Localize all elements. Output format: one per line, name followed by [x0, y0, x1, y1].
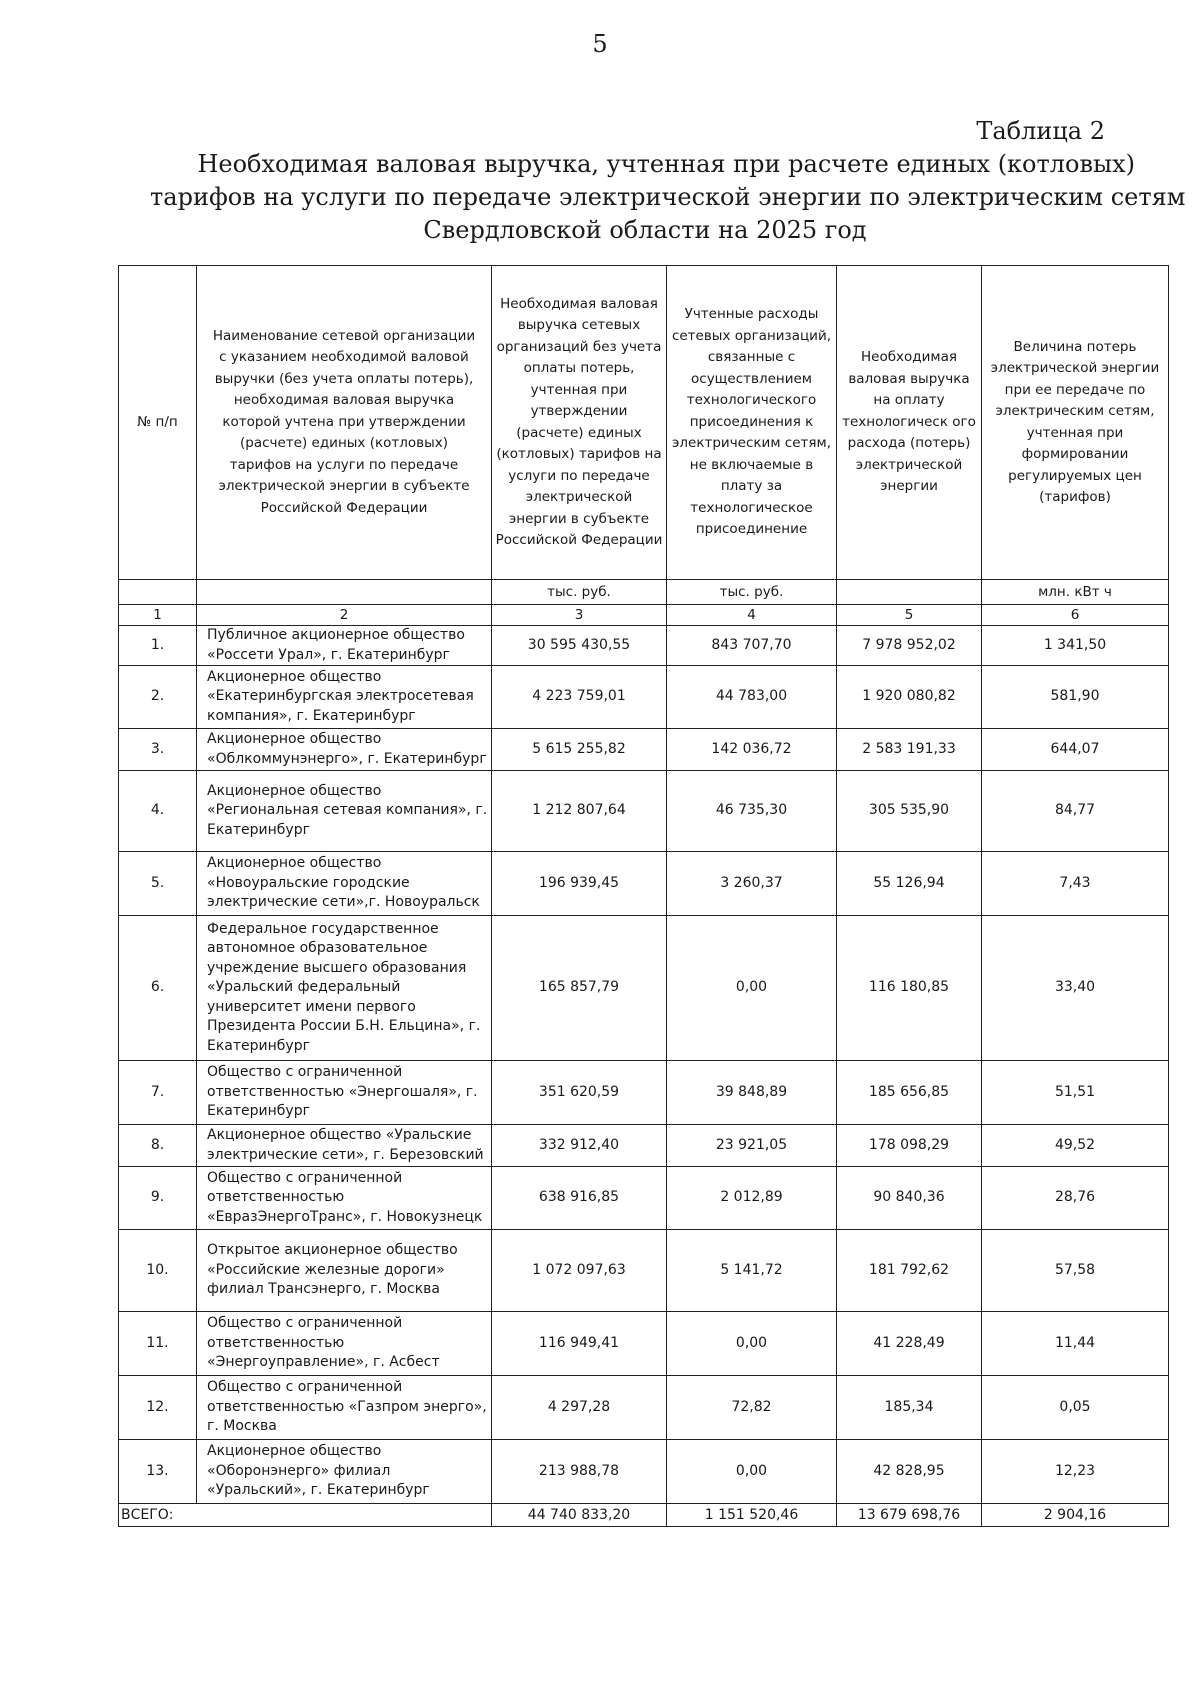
connection-expenses-value: 23 921,05 — [667, 1125, 837, 1167]
connection-expenses-value: 0,00 — [667, 916, 837, 1061]
unit-cell: тыс. руб. — [667, 580, 837, 605]
total-loss-volume: 2 904,16 — [982, 1504, 1169, 1527]
table-row — [119, 1440, 1169, 1504]
loss-revenue-value: 1 920 080,82 — [837, 666, 982, 729]
title-line-2: тарифов на услуги по передаче электрической энергии по электрическим сетям — [150, 183, 1186, 211]
total-loss-revenue: 13 679 698,76 — [837, 1504, 982, 1527]
row-number: 7. — [119, 1061, 197, 1125]
page-number: 5 — [592, 30, 608, 58]
loss-volume-value: 1 341,50 — [982, 626, 1169, 666]
organization-name: Общество с ограниченной ответственностью «Энергоуправление», г. Асбест — [197, 1312, 492, 1376]
document-title — [150, 148, 1186, 247]
connection-expenses-value: 142 036,72 — [667, 729, 837, 771]
unit-cell: тыс. руб. — [492, 580, 667, 605]
header-loss-revenue: Необходимая валовая выручка на оплату технологическ ого расхода (потерь) электрической энергии — [837, 266, 982, 580]
revenue-value: 1 212 807,64 — [492, 771, 667, 852]
unit-cell: млн. кВт ч — [982, 580, 1169, 605]
organization-name: Публичное акционерное общество «Россети Урал», г. Екатеринбург — [197, 626, 492, 666]
row-number: 6. — [119, 916, 197, 1061]
organization-name: Акционерное общество «Уральские электрические сети», г. Березовский — [197, 1125, 492, 1167]
table-row — [119, 1125, 1169, 1167]
revenue-table — [118, 265, 1169, 1527]
table-row — [119, 626, 1169, 666]
revenue-value: 4 223 759,01 — [492, 666, 667, 729]
table-row — [119, 1376, 1169, 1440]
revenue-value: 165 857,79 — [492, 916, 667, 1061]
connection-expenses-value: 5 141,72 — [667, 1230, 837, 1312]
table-row — [119, 771, 1169, 852]
table-row — [119, 1312, 1169, 1376]
table-row — [119, 666, 1169, 729]
organization-name: Акционерное общество «Екатеринбургская электросетевая компания», г. Екатеринбург — [197, 666, 492, 729]
row-number: 2. — [119, 666, 197, 729]
loss-volume-value: 33,40 — [982, 916, 1169, 1061]
connection-expenses-value: 46 735,30 — [667, 771, 837, 852]
loss-revenue-value: 185 656,85 — [837, 1061, 982, 1125]
row-number: 4. — [119, 771, 197, 852]
total-row — [119, 1504, 1169, 1527]
row-number: 1. — [119, 626, 197, 666]
table-row — [119, 1061, 1169, 1125]
revenue-value: 4 297,28 — [492, 1376, 667, 1440]
revenue-value: 1 072 097,63 — [492, 1230, 667, 1312]
organization-name: Акционерное общество «Оборонэнерго» филиал «Уральский», г. Екатеринбург — [197, 1440, 492, 1504]
header-loss-volume: Величина потерь электрической энергии при ее передаче по электрическим сетям, учтенная при формировании регулируемых цен (тарифов) — [982, 266, 1169, 580]
revenue-value: 30 595 430,55 — [492, 626, 667, 666]
column-number: 3 — [492, 605, 667, 626]
loss-volume-value: 28,76 — [982, 1167, 1169, 1230]
table-header-row — [119, 266, 1169, 580]
table-label: Таблица 2 — [976, 117, 1105, 145]
revenue-value: 351 620,59 — [492, 1061, 667, 1125]
loss-revenue-value: 41 228,49 — [837, 1312, 982, 1376]
loss-revenue-value: 55 126,94 — [837, 852, 982, 916]
revenue-value: 5 615 255,82 — [492, 729, 667, 771]
revenue-value: 116 949,41 — [492, 1312, 667, 1376]
title-line-3: Свердловской области на 2025 год — [423, 216, 867, 244]
organization-name: Общество с ограниченной ответственностью «Энергошаля», г. Екатеринбург — [197, 1061, 492, 1125]
row-number: 5. — [119, 852, 197, 916]
loss-volume-value: 51,51 — [982, 1061, 1169, 1125]
organization-name: Акционерное общество «Региональная сетевая компания», г. Екатеринбург — [197, 771, 492, 852]
total-connection-expenses: 1 151 520,46 — [667, 1504, 837, 1527]
loss-revenue-value: 178 098,29 — [837, 1125, 982, 1167]
column-number: 1 — [119, 605, 197, 626]
organization-name: Акционерное общество «Новоуральские городские электрические сети»,г. Новоуральск — [197, 852, 492, 916]
row-number: 9. — [119, 1167, 197, 1230]
loss-volume-value: 0,05 — [982, 1376, 1169, 1440]
connection-expenses-value: 2 012,89 — [667, 1167, 837, 1230]
table-units-row — [119, 580, 1169, 605]
table-row — [119, 1167, 1169, 1230]
table-column-numbers-row — [119, 605, 1169, 626]
connection-expenses-value: 72,82 — [667, 1376, 837, 1440]
organization-name: Открытое акционерное общество «Российские железные дороги» филиал Трансэнерго, г. Москва — [197, 1230, 492, 1312]
connection-expenses-value: 3 260,37 — [667, 852, 837, 916]
row-number: 11. — [119, 1312, 197, 1376]
loss-volume-value: 644,07 — [982, 729, 1169, 771]
loss-revenue-value: 7 978 952,02 — [837, 626, 982, 666]
table-row — [119, 916, 1169, 1061]
row-number: 12. — [119, 1376, 197, 1440]
loss-revenue-value: 305 535,90 — [837, 771, 982, 852]
connection-expenses-value: 44 783,00 — [667, 666, 837, 729]
loss-volume-value: 84,77 — [982, 771, 1169, 852]
header-connection-expenses: Учтенные расходы сетевых организаций, связанные с осуществлением технологического присоединения к электрическим сетям, не включаемые в плату за технологическое присоединение — [667, 266, 837, 580]
header-organization: Наименование сетевой организации с указанием необходимой валовой выручки (без учета оплаты потерь), необходимая валовая выручка которой учтена при утверждении (расчете) единых (котловых) тарифов на услуги по передаче электрической энергии в субъекте Российской Федерации — [197, 266, 492, 580]
title-line-1: Необходимая валовая выручка, учтенная при расчете единых (котловых) — [197, 150, 1135, 178]
row-number: 10. — [119, 1230, 197, 1312]
revenue-value: 196 939,45 — [492, 852, 667, 916]
connection-expenses-value: 843 707,70 — [667, 626, 837, 666]
revenue-value: 213 988,78 — [492, 1440, 667, 1504]
revenue-value: 638 916,85 — [492, 1167, 667, 1230]
loss-revenue-value: 90 840,36 — [837, 1167, 982, 1230]
connection-expenses-value: 39 848,89 — [667, 1061, 837, 1125]
connection-expenses-value: 0,00 — [667, 1312, 837, 1376]
table-row — [119, 1230, 1169, 1312]
column-number: 2 — [197, 605, 492, 626]
loss-revenue-value: 116 180,85 — [837, 916, 982, 1061]
unit-cell — [119, 580, 197, 605]
column-number: 4 — [667, 605, 837, 626]
row-number: 8. — [119, 1125, 197, 1167]
loss-volume-value: 12,23 — [982, 1440, 1169, 1504]
table-row — [119, 852, 1169, 916]
organization-name: Федеральное государственное автономное образовательное учреждение высшего образования «Уральский федеральный университет имени первого Президента России Б.Н. Ельцина», г. Екатеринбург — [197, 916, 492, 1061]
loss-revenue-value: 185,34 — [837, 1376, 982, 1440]
loss-volume-value: 49,52 — [982, 1125, 1169, 1167]
unit-cell — [197, 580, 492, 605]
loss-revenue-value: 42 828,95 — [837, 1440, 982, 1504]
loss-revenue-value: 181 792,62 — [837, 1230, 982, 1312]
organization-name: Общество с ограниченной ответственностью «Газпром энерго», г. Москва — [197, 1376, 492, 1440]
header-revenue: Необходимая валовая выручка сетевых организаций без учета оплаты потерь, учтенная при утверждении (расчете) единых (котловых) тарифов на услуги по передаче электрической энергии в субъекте Российской Федерации — [492, 266, 667, 580]
revenue-value: 332 912,40 — [492, 1125, 667, 1167]
loss-volume-value: 57,58 — [982, 1230, 1169, 1312]
unit-cell — [837, 580, 982, 605]
organization-name: Акционерное общество «Облкоммунэнерго», г. Екатеринбург — [197, 729, 492, 771]
row-number: 13. — [119, 1440, 197, 1504]
loss-volume-value: 581,90 — [982, 666, 1169, 729]
column-number: 6 — [982, 605, 1169, 626]
row-number: 3. — [119, 729, 197, 771]
total-label: ВСЕГО: — [119, 1504, 492, 1527]
loss-volume-value: 11,44 — [982, 1312, 1169, 1376]
loss-volume-value: 7,43 — [982, 852, 1169, 916]
total-revenue: 44 740 833,20 — [492, 1504, 667, 1527]
table-row — [119, 729, 1169, 771]
column-number: 5 — [837, 605, 982, 626]
header-number: № п/п — [119, 266, 197, 580]
connection-expenses-value: 0,00 — [667, 1440, 837, 1504]
organization-name: Общество с ограниченной ответственностью «ЕвразЭнергоТранс», г. Новокузнецк — [197, 1167, 492, 1230]
loss-revenue-value: 2 583 191,33 — [837, 729, 982, 771]
